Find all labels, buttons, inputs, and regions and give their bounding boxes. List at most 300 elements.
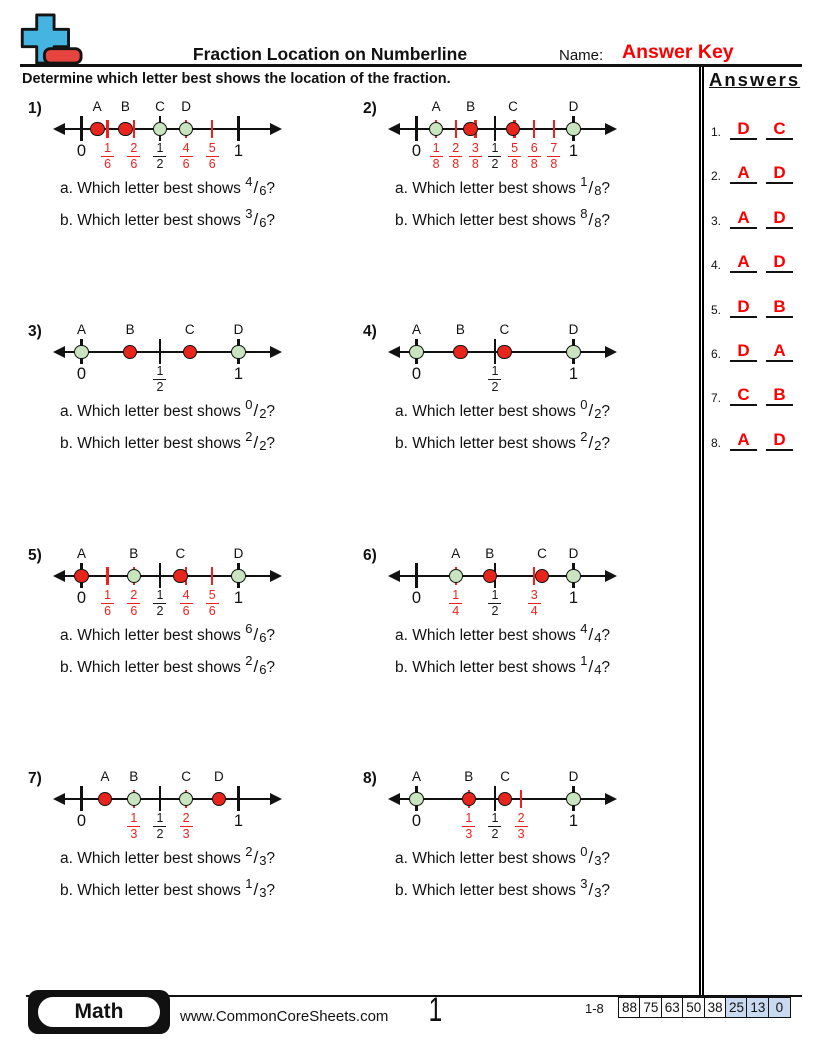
tick-mark	[211, 120, 213, 138]
fraction-denominator: 3	[517, 826, 525, 841]
answer-b: D	[766, 163, 793, 184]
point-letter-b: B	[120, 99, 130, 114]
point-letter-a: A	[411, 769, 422, 784]
problem-5	[28, 545, 358, 763]
point-letter-d: D	[568, 322, 579, 337]
tick-mark	[80, 786, 82, 811]
question-fraction-slash: /	[588, 657, 594, 676]
right-arrow-icon	[270, 346, 282, 358]
subject-badge	[28, 990, 170, 1034]
tick-label-whole: 0	[411, 812, 422, 830]
numberline-figure	[395, 321, 610, 393]
point-dot-b	[453, 345, 468, 360]
answer-row-1	[711, 119, 793, 140]
problem-7	[28, 768, 358, 986]
name-label: Name:	[559, 47, 604, 64]
left-arrow-icon	[53, 123, 65, 135]
point-dot-d	[179, 122, 194, 137]
question-a	[60, 621, 275, 645]
point-letter-d: D	[233, 322, 244, 337]
fraction-numerator: 1	[465, 811, 473, 825]
fraction-numerator: 2	[452, 141, 460, 155]
point-letter-b: B	[485, 546, 495, 561]
score-range-label: 1-8	[585, 1001, 604, 1016]
question-fraction-slash: /	[588, 210, 594, 229]
question-b	[395, 876, 610, 900]
fraction-numerator: 6	[530, 141, 538, 155]
fraction-denominator: 6	[130, 156, 138, 171]
answer-b: D	[766, 430, 793, 451]
point-dot-c	[183, 345, 198, 360]
fraction-denominator: 6	[104, 156, 112, 171]
question-fraction-numerator: 3	[245, 206, 253, 221]
fraction-denominator: 6	[208, 156, 216, 171]
fraction-numerator: 1	[491, 811, 499, 825]
question-text: b. Which letter best shows	[395, 435, 581, 452]
question-a	[395, 174, 610, 198]
question-text: a. Which letter best shows	[60, 403, 246, 420]
point-letter-d: D	[233, 546, 244, 561]
score-cell: 13	[746, 997, 769, 1018]
tick-mark	[494, 339, 496, 364]
fraction-numerator: 1	[491, 141, 499, 155]
question-fraction-denominator: 3	[594, 885, 602, 900]
header-rule	[20, 64, 802, 67]
plus-minus-logo-svg	[20, 12, 92, 66]
answer-number: 4.	[711, 258, 722, 273]
point-dot-a	[409, 792, 424, 807]
answer-row-2	[711, 163, 793, 184]
question-fraction-numerator: 0	[580, 397, 588, 412]
instruction-text: Determine which letter best shows the location of the fraction.	[22, 71, 451, 87]
question-fraction-slash: /	[588, 880, 594, 899]
tick-mark	[533, 120, 535, 138]
answer-number: 6.	[711, 347, 722, 361]
tick-label-fraction	[466, 143, 484, 170]
question-fraction-numerator: 1	[580, 174, 588, 189]
point-dot-d	[212, 792, 227, 807]
fraction-numerator: 5	[208, 141, 216, 155]
point-dot-c	[506, 122, 521, 137]
numberline-figure	[60, 321, 275, 393]
left-arrow-icon	[53, 346, 65, 358]
answer-a: D	[730, 341, 757, 362]
point-dot-d	[566, 122, 581, 137]
fraction-numerator: 1	[156, 141, 164, 155]
question-fraction-slash: /	[253, 178, 259, 197]
fraction-numerator: 2	[130, 141, 138, 155]
problem-number: 4)	[363, 323, 377, 340]
plus-minus-logo-icon	[20, 12, 92, 71]
point-dot-a	[98, 792, 113, 807]
left-arrow-icon	[388, 123, 400, 135]
answer-row-3	[711, 208, 793, 229]
fraction-numerator: 2	[130, 588, 138, 602]
point-letter-a: A	[100, 769, 110, 784]
problem-number: 5)	[28, 547, 42, 564]
tick-label-fraction	[125, 143, 143, 170]
point-dot-a	[74, 345, 89, 360]
point-letter-a: A	[92, 99, 102, 114]
question-fraction-numerator: 1	[245, 876, 253, 891]
numberline-figure	[60, 545, 275, 617]
point-letter-c: C	[537, 546, 547, 561]
question-fraction-denominator: 3	[259, 853, 267, 868]
problem-number: 6)	[363, 547, 377, 564]
question-text: b. Which letter best shows	[60, 659, 246, 676]
score-cell: 38	[704, 997, 727, 1018]
point-dot-d	[566, 792, 581, 807]
problem-1	[28, 98, 358, 316]
problem-number: 8)	[363, 770, 377, 787]
point-letter-c: C	[508, 99, 518, 114]
point-dot-d	[231, 569, 246, 584]
problem-4	[363, 321, 693, 539]
question-fraction-denominator: 4	[594, 662, 602, 677]
answer-row-6	[711, 341, 793, 362]
question-a	[395, 621, 610, 645]
point-dot-a	[409, 345, 424, 360]
tick-label-whole: 1	[233, 142, 244, 160]
tick-label-whole: 0	[76, 589, 87, 607]
question-a	[395, 844, 610, 868]
answer-row-8	[711, 430, 793, 451]
question-fraction-numerator: 4	[245, 174, 253, 189]
tick-label-fraction	[486, 813, 504, 840]
question-fraction-slash: /	[253, 433, 259, 452]
fraction-numerator: 1	[156, 588, 164, 602]
question-text: a. Which letter best shows	[60, 627, 246, 644]
website-url: www.CommonCoreSheets.com	[180, 1008, 389, 1025]
tick-label-fraction	[506, 143, 524, 170]
question-mark: ?	[601, 882, 611, 899]
right-arrow-icon	[270, 123, 282, 135]
fraction-denominator: 8	[452, 156, 460, 171]
question-fraction-slash: /	[253, 210, 259, 229]
tick-label-fraction	[151, 590, 169, 617]
question-text: b. Which letter best shows	[395, 212, 581, 229]
tick-label-fraction	[545, 143, 563, 170]
problem-number: 1)	[28, 100, 42, 117]
fraction-denominator: 2	[491, 156, 499, 171]
problem-number: 7)	[28, 770, 42, 787]
problem-3	[28, 321, 358, 539]
question-text: b. Which letter best shows	[395, 659, 581, 676]
question-fraction-denominator: 2	[594, 438, 602, 453]
left-arrow-icon	[388, 793, 400, 805]
answer-a: A	[730, 208, 757, 229]
answer-number: 3.	[711, 213, 722, 228]
tick-label-fraction	[177, 143, 195, 170]
problem-2	[363, 98, 693, 316]
tick-label-fraction	[427, 143, 445, 170]
tick-label-whole: 1	[568, 142, 579, 160]
tick-label-fraction	[460, 813, 478, 840]
point-dot-a	[449, 569, 464, 584]
question-fraction-denominator: 6	[259, 183, 267, 198]
question-fraction-numerator: 3	[580, 876, 588, 891]
point-letter-c: C	[175, 546, 186, 561]
tick-label-whole: 0	[411, 142, 422, 160]
score-cell: 88	[618, 997, 641, 1018]
point-letter-b: B	[455, 322, 465, 337]
question-mark: ?	[601, 850, 611, 867]
left-arrow-icon	[388, 570, 400, 582]
point-dot-c	[498, 792, 513, 807]
point-letter-c: C	[181, 769, 191, 784]
question-b	[395, 429, 610, 453]
question-mark: ?	[266, 659, 276, 676]
page-title: Fraction Location on Numberline	[192, 44, 468, 64]
right-arrow-icon	[605, 793, 617, 805]
fraction-numerator: 5	[208, 588, 216, 602]
question-fraction-slash: /	[588, 625, 594, 644]
problem-number: 3)	[28, 323, 42, 340]
tick-label-whole: 0	[411, 589, 422, 607]
fraction-denominator: 6	[130, 603, 138, 618]
question-mark: ?	[601, 403, 611, 420]
tick-label-fraction	[151, 813, 169, 840]
fraction-numerator: 1	[432, 141, 440, 155]
fraction-denominator: 3	[130, 826, 138, 841]
point-dot-c	[535, 569, 550, 584]
point-letter-d: D	[213, 769, 224, 784]
tick-label-whole: 1	[233, 812, 244, 830]
tick-label-fraction	[125, 590, 143, 617]
tick-label-fraction	[447, 590, 465, 617]
answer-a: A	[730, 252, 757, 273]
answer-a: C	[730, 385, 757, 406]
answer-number: 7.	[711, 391, 722, 406]
point-letter-a: A	[76, 322, 87, 337]
question-a	[60, 397, 275, 421]
point-letter-d: D	[568, 546, 579, 561]
point-letter-c: C	[499, 322, 510, 337]
tick-mark	[159, 339, 161, 364]
answer-b: A	[766, 341, 793, 362]
point-letter-b: B	[129, 546, 139, 561]
answer-a: D	[730, 297, 757, 318]
tick-label-fraction	[486, 143, 504, 170]
right-arrow-icon	[605, 123, 617, 135]
question-fraction-denominator: 8	[594, 215, 602, 230]
question-fraction-denominator: 6	[259, 662, 267, 677]
question-a	[395, 397, 610, 421]
question-text: a. Which letter best shows	[60, 850, 246, 867]
tick-mark	[159, 563, 161, 588]
question-text: a. Which letter best shows	[395, 403, 581, 420]
fraction-numerator: 1	[104, 588, 112, 602]
question-mark: ?	[266, 850, 276, 867]
fraction-denominator: 2	[156, 603, 164, 618]
right-arrow-icon	[605, 346, 617, 358]
fraction-numerator: 3	[471, 141, 479, 155]
question-fraction-denominator: 3	[594, 853, 602, 868]
question-text: a. Which letter best shows	[395, 627, 581, 644]
fraction-denominator: 2	[491, 379, 499, 394]
point-dot-a	[90, 122, 105, 137]
fraction-numerator: 1	[104, 141, 112, 155]
answer-b: D	[766, 252, 793, 273]
question-fraction-slash: /	[588, 848, 594, 867]
problem-6	[363, 545, 693, 763]
point-letter-b: B	[129, 769, 139, 784]
question-fraction-numerator: 0	[245, 397, 253, 412]
point-letter-c: C	[155, 99, 165, 114]
question-mark: ?	[266, 435, 276, 452]
point-letter-b: B	[125, 322, 135, 337]
point-dot-b	[483, 569, 498, 584]
tick-mark	[415, 116, 417, 141]
question-fraction-numerator: 0	[580, 844, 588, 859]
question-fraction-numerator: 4	[580, 621, 588, 636]
score-cell: 25	[725, 997, 748, 1018]
question-fraction-denominator: 2	[259, 406, 267, 421]
point-letter-a: A	[431, 99, 441, 114]
point-dot-b	[463, 122, 478, 137]
question-fraction-slash: /	[253, 625, 259, 644]
point-letter-c: C	[184, 322, 195, 337]
question-text: b. Which letter best shows	[60, 882, 246, 899]
answer-b: B	[766, 385, 793, 406]
fraction-denominator: 8	[471, 156, 479, 171]
point-letter-a: A	[76, 546, 87, 561]
fraction-denominator: 8	[530, 156, 538, 171]
right-arrow-icon	[605, 570, 617, 582]
tick-label-fraction	[125, 813, 143, 840]
fraction-numerator: 2	[182, 811, 190, 825]
point-letter-a: A	[411, 322, 422, 337]
fraction-denominator: 2	[156, 379, 164, 394]
fraction-numerator: 1	[452, 588, 460, 602]
point-dot-c	[153, 122, 168, 137]
tick-label-whole: 0	[76, 142, 87, 160]
question-fraction-slash: /	[253, 401, 259, 420]
question-b	[395, 206, 610, 230]
question-mark: ?	[266, 403, 276, 420]
tick-label-fraction	[486, 590, 504, 617]
tick-mark	[133, 120, 135, 138]
tick-mark	[80, 116, 82, 141]
answer-number: 1.	[711, 125, 722, 139]
tick-mark	[553, 120, 555, 138]
tick-label-whole: 1	[233, 589, 244, 607]
question-fraction-denominator: 6	[259, 215, 267, 230]
score-cell: 50	[682, 997, 705, 1018]
numberline-figure	[60, 98, 275, 170]
point-dot-c	[179, 792, 194, 807]
fraction-denominator: 4	[530, 603, 538, 618]
answer-row-4	[711, 252, 793, 273]
answer-a: D	[730, 119, 757, 140]
question-b	[60, 429, 275, 453]
point-letter-b: B	[466, 99, 476, 114]
score-table	[618, 997, 791, 1018]
question-mark: ?	[601, 180, 611, 197]
fraction-numerator: 1	[491, 364, 499, 378]
point-dot-b	[127, 569, 142, 584]
question-fraction-slash: /	[588, 433, 594, 452]
answer-b: D	[766, 208, 793, 229]
answer-a: A	[730, 163, 757, 184]
question-fraction-denominator: 8	[594, 183, 602, 198]
answer-a: A	[730, 430, 757, 451]
question-fraction-slash: /	[588, 401, 594, 420]
score-cell: 0	[768, 997, 791, 1018]
point-dot-c	[173, 569, 188, 584]
tick-label-whole: 0	[411, 365, 422, 383]
fraction-numerator: 1	[156, 811, 164, 825]
tick-label-fraction	[99, 143, 117, 170]
tick-mark	[237, 786, 239, 811]
question-a	[60, 174, 275, 198]
point-dot-b	[123, 345, 138, 360]
numberline-figure	[395, 768, 610, 840]
tick-label-fraction	[203, 590, 221, 617]
fraction-denominator: 6	[104, 603, 112, 618]
point-dot-b	[118, 122, 133, 137]
tick-label-whole: 1	[233, 365, 244, 383]
tick-label-fraction	[525, 590, 543, 617]
question-b	[395, 653, 610, 677]
question-fraction-numerator: 2	[245, 844, 253, 859]
tick-label-fraction	[99, 590, 117, 617]
tick-label-fraction	[177, 813, 195, 840]
point-dot-d	[566, 569, 581, 584]
fraction-denominator: 6	[182, 156, 190, 171]
tick-label-whole: 0	[76, 812, 87, 830]
problem-8	[363, 768, 693, 986]
question-fraction-numerator: 6	[245, 621, 253, 636]
question-text: a. Which letter best shows	[395, 180, 581, 197]
fraction-denominator: 2	[156, 826, 164, 841]
point-dot-d	[566, 345, 581, 360]
question-fraction-denominator: 4	[594, 630, 602, 645]
answer-number: 2.	[711, 169, 722, 184]
answer-key-label: Answer Key	[622, 41, 734, 63]
fraction-numerator: 3	[530, 588, 538, 602]
tick-label-fraction	[447, 143, 465, 170]
question-mark: ?	[601, 627, 611, 644]
question-b	[60, 206, 275, 230]
answer-b: B	[766, 297, 793, 318]
question-fraction-denominator: 2	[259, 438, 267, 453]
tick-mark	[106, 567, 108, 585]
problem-number: 2)	[363, 100, 377, 117]
numberline-figure	[395, 545, 610, 617]
tick-mark	[494, 786, 496, 811]
question-fraction-denominator: 6	[259, 630, 267, 645]
numberline-figure	[395, 98, 610, 170]
fraction-numerator: 4	[182, 588, 190, 602]
fraction-denominator: 8	[550, 156, 558, 171]
question-fraction-numerator: 2	[245, 429, 253, 444]
tick-label-whole: 0	[76, 365, 87, 383]
subject-label: Math	[35, 994, 163, 1030]
numberline-track	[63, 798, 272, 801]
point-dot-b	[462, 792, 477, 807]
point-letter-d: D	[181, 99, 191, 114]
question-fraction-numerator: 2	[580, 429, 588, 444]
fraction-denominator: 3	[182, 826, 190, 841]
tick-label-fraction	[486, 366, 504, 393]
question-mark: ?	[601, 659, 611, 676]
fraction-numerator: 1	[130, 811, 138, 825]
left-arrow-icon	[388, 346, 400, 358]
point-letter-c: C	[500, 769, 511, 784]
tick-mark	[415, 563, 417, 588]
question-mark: ?	[601, 212, 611, 229]
